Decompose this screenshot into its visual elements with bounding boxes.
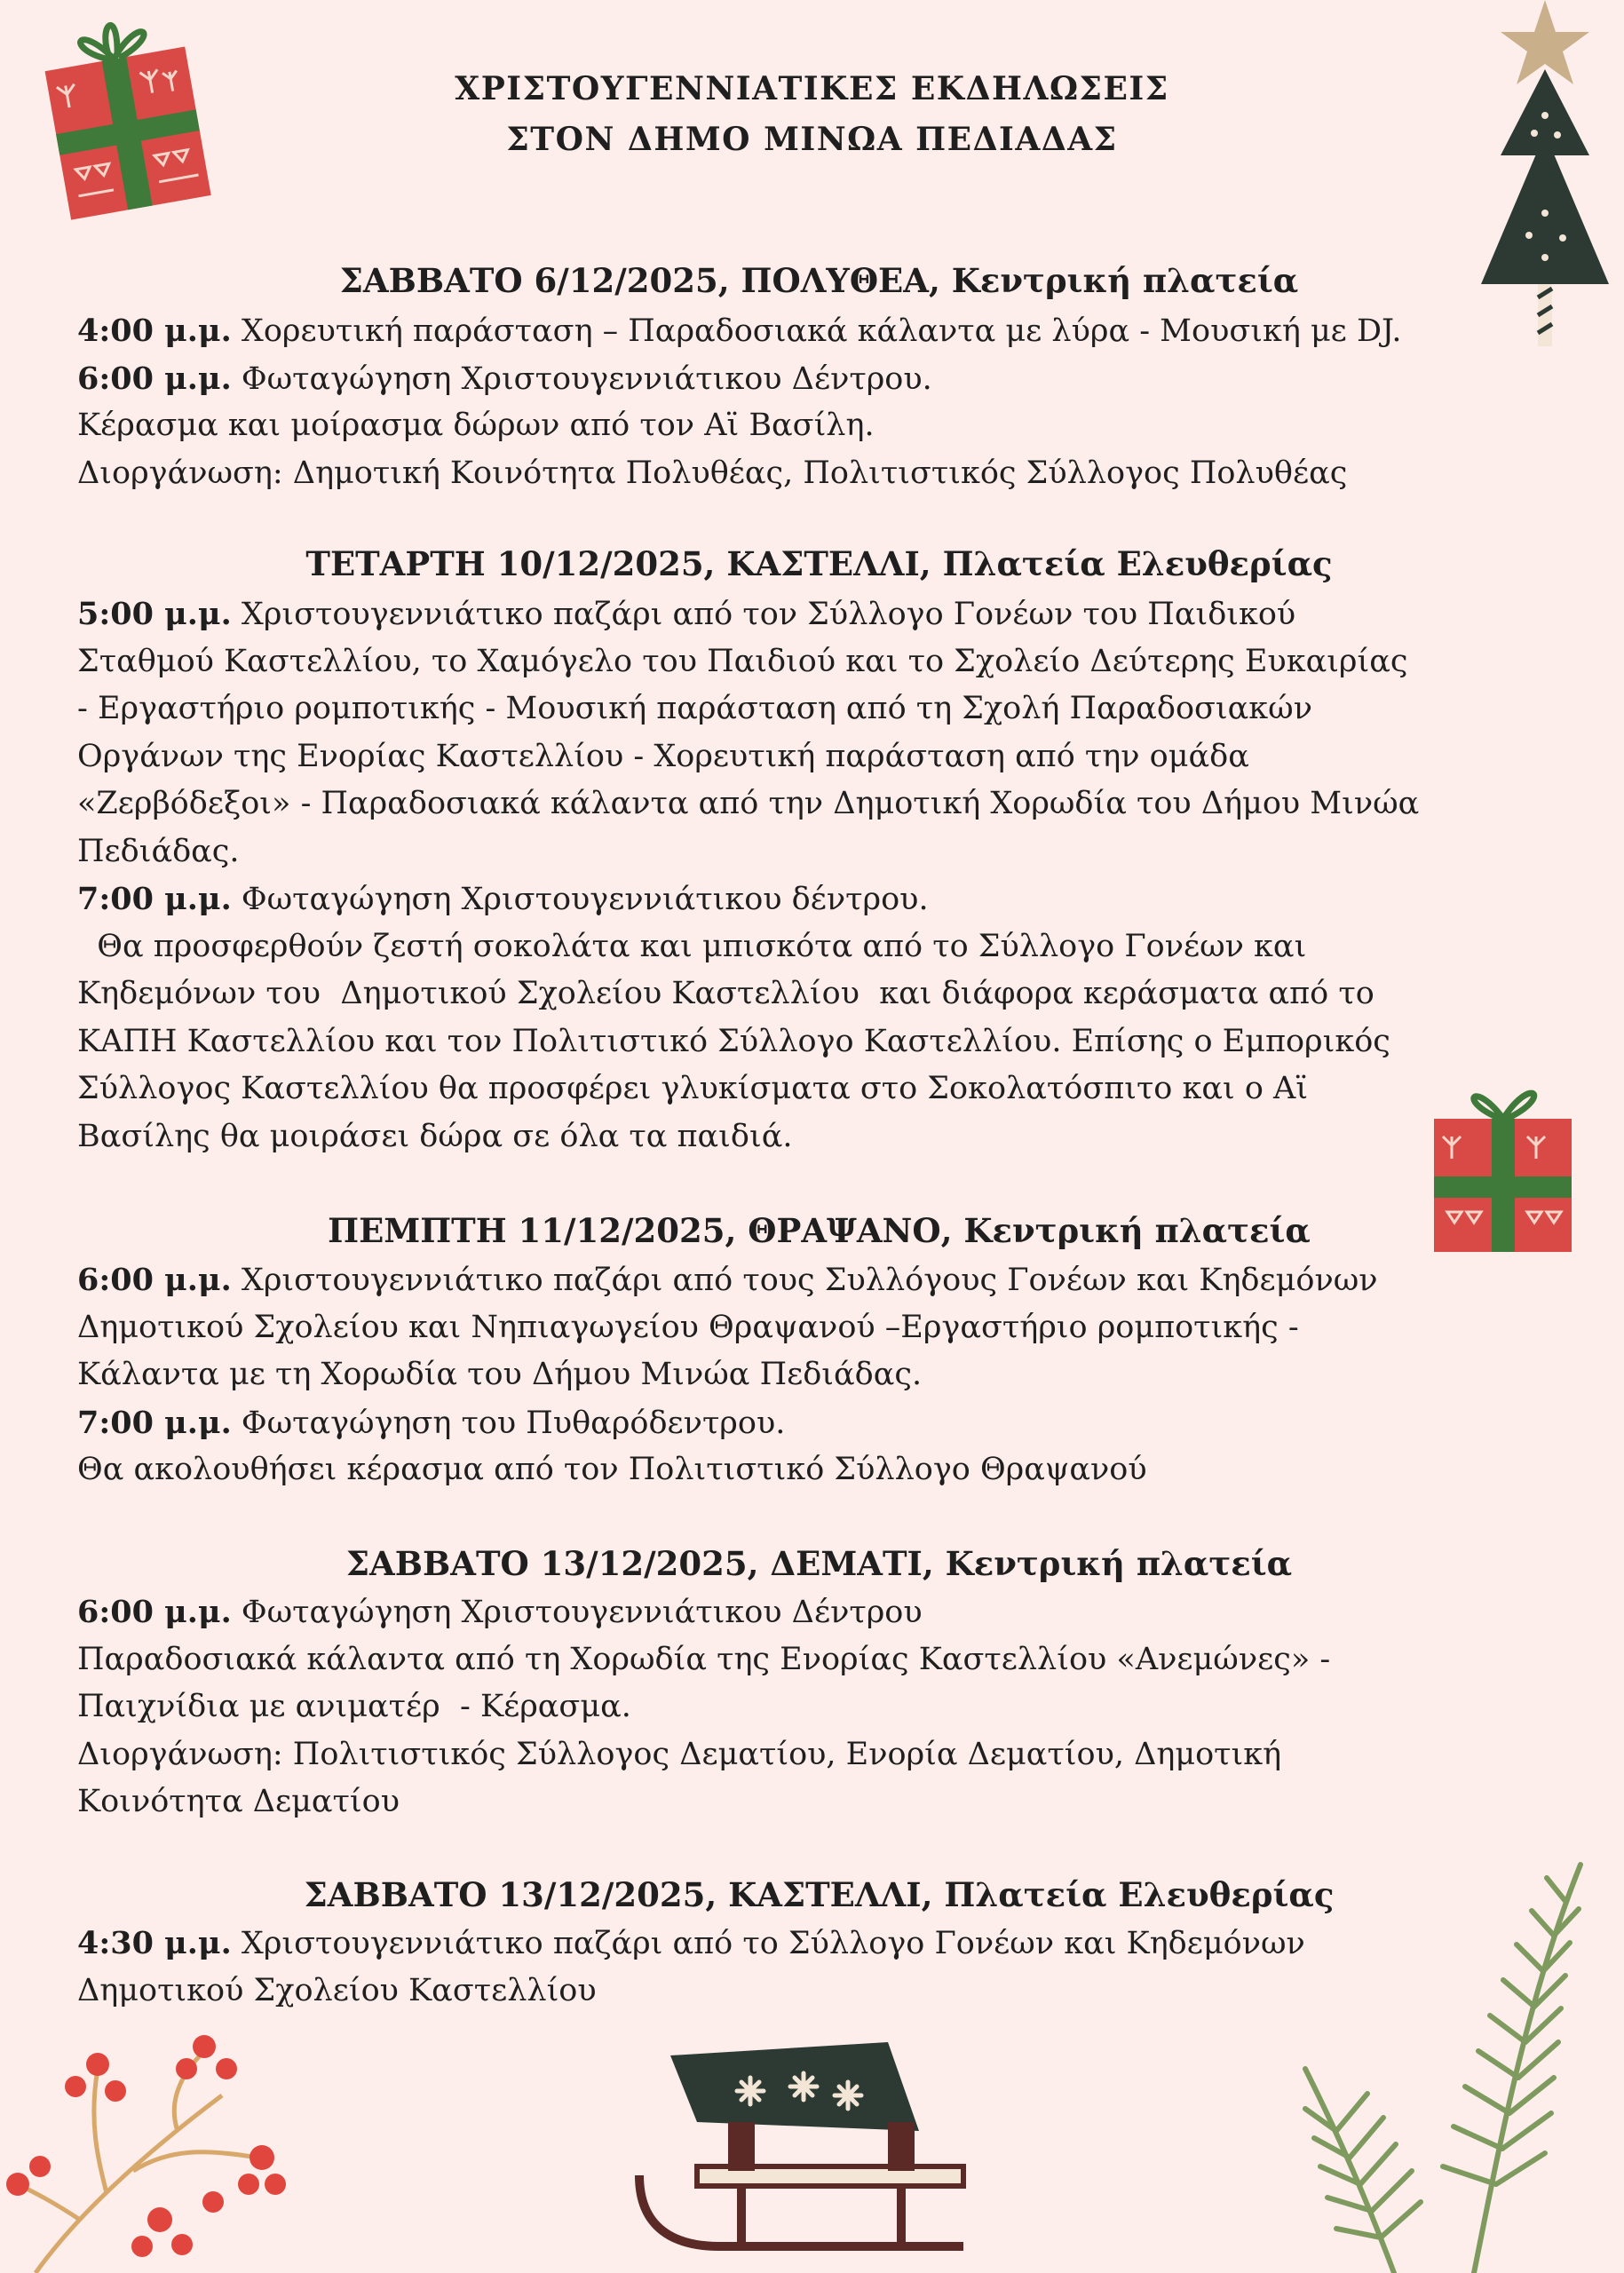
event-text: Δημοτικού Σχολείου και Νηπιαγωγείου Θραψανού –Εργαστήριο ρομποτικής - [77, 1309, 1299, 1345]
event-line [77, 402, 1587, 450]
event-line [77, 307, 1587, 355]
event-time: 6:00 μ.μ. [77, 360, 232, 397]
event-line [77, 1399, 1587, 1447]
event-text: Χριστουγεννιάτικο παζάρι από τους Συλλόγους Γονέων και Κηδεμόνων [231, 1263, 1378, 1298]
event-line [77, 923, 1587, 971]
event-body [77, 590, 1587, 1160]
event-text: Φωταγώγηση του Πυθαρόδεντρου. [231, 1405, 786, 1441]
event-line [77, 875, 1587, 923]
event-text: Χριστουγεννιάτικο παζάρι από το Σύλλογο Γονέων και Κηδεμόνων [231, 1926, 1305, 1961]
event-heading: ΠΕΜΠΤΗ 11/12/2025, ΘΡΑΨΑΝΟ, Κεντρική πλατεία [328, 1211, 1311, 1250]
event-line [77, 1731, 1587, 1779]
page-title-line-2: ΣΤΟΝ ΔΗΜΟ ΜΙΝΩΑ ΠΕΔΙΑΔΑΣ [506, 121, 1118, 158]
pine-branch-icon [1296, 1847, 1624, 2273]
event-time: 6:00 μ.μ. [77, 1262, 232, 1298]
berry-branch-icon [0, 2016, 320, 2273]
event-line [77, 1065, 1587, 1113]
event-text: Σταθμού Καστελλίου, το Χαμόγελο του Παιδιού και το Σχολείο Δεύτερης Ευκαιρίας [77, 643, 1408, 679]
event-text: Δημοτικού Σχολείου Καστελλίου [77, 1972, 597, 2008]
event-line [77, 1446, 1587, 1494]
event-body [77, 1256, 1587, 1494]
event-line [77, 733, 1587, 781]
event-text: Κάλαντα με τη Χορωδία του Δήμου Μινώα Πεδιάδας. [77, 1357, 923, 1392]
event-line [77, 1778, 1587, 1826]
event-text: Θα προσφερθούν ζεστή σοκολάτα και μπισκότα από το Σύλλογο Γονέων και [77, 928, 1307, 964]
event-time: 7:00 μ.μ. [77, 881, 232, 917]
event-line [77, 1256, 1587, 1304]
gift-icon [27, 4, 231, 226]
event-text: Διοργάνωση: Δημοτική Κοινότητα Πολυθέας, Πολιτιστικός Σύλλογος Πολυθέας [77, 455, 1348, 491]
event-text: Φωταγώγηση Χριστουγεννιάτικου Δέντρου [231, 1595, 923, 1630]
event-line [77, 590, 1587, 638]
event-line [77, 685, 1587, 733]
event-text: - Εργαστήριο ρομποτικής - Μουσική παράσταση από τη Σχολή Παραδοσιακών [77, 691, 1312, 726]
event-line [77, 450, 1587, 498]
event-line [77, 828, 1587, 876]
event-heading: ΣΑΒΒΑΤΟ 6/12/2025, ΠΟΛΥΘΕΑ, Κεντρική πλατεία [339, 261, 1299, 300]
event-text: Χορευτική παράσταση – Παραδοσιακά κάλαντα με λύρα - Μουσική με DJ. [231, 313, 1402, 349]
event-line [77, 355, 1587, 403]
event-text: Χριστουγεννιάτικο παζάρι από τον Σύλλογο Γονέων του Παιδικού [231, 597, 1296, 632]
event-text: ΚΑΠΗ Καστελλίου και τον Πολιτιστικό Σύλλογο Καστελλίου. Επίσης ο Εμπορικός [77, 1023, 1390, 1059]
event-heading: ΣΑΒΒΑΤΟ 13/12/2025, ΚΑΣΤΕΛΛΙ, Πλατεία Ελευθερίας [304, 1875, 1335, 1914]
event-line [77, 1588, 1587, 1636]
event-time: 4:00 μ.μ. [77, 313, 232, 349]
sled-with-tree-icon [622, 2024, 977, 2264]
event-line [77, 970, 1587, 1018]
event-line [77, 1304, 1587, 1352]
christmas-tree-icon [1474, 0, 1616, 355]
event-text: Πεδιάδας. [77, 833, 240, 869]
event-line [77, 1351, 1587, 1399]
event-text: Φωταγώγηση Χριστουγεννιάτικου Δέντρου. [231, 360, 932, 397]
event-text: Κηδεμόνων του Δημοτικού Σχολείου Καστελλίου και διάφορα κεράσματα από το [77, 976, 1374, 1011]
event-text: Φωταγώγηση Χριστουγεννιάτικου δέντρου. [231, 882, 929, 917]
event-time: 6:00 μ.μ. [77, 1594, 232, 1630]
event-line [77, 638, 1587, 686]
event-body [77, 307, 1587, 497]
event-line [77, 780, 1587, 828]
event-time: 4:30 μ.μ. [77, 1925, 232, 1961]
event-text: Θα ακολουθήσει κέρασμα από τον Πολιτιστικό Σύλλογο Θραψανού [77, 1452, 1147, 1487]
event-time: 7:00 μ.μ. [77, 1404, 232, 1441]
event-text: Βασίλης θα μοιράσει δώρα σε όλα τα παιδιά. [77, 1118, 793, 1154]
event-text: Κοινότητα Δεματίου [77, 1784, 400, 1819]
event-line [77, 1636, 1587, 1684]
event-text: Σύλλογος Καστελλίου θα προσφέρει γλυκίσματα στο Σοκολατόσπιτο και ο Αϊ [77, 1071, 1309, 1106]
event-text: Παιχνίδια με ανιματέρ - Κέρασμα. [77, 1689, 631, 1724]
event-body [77, 1588, 1587, 1826]
page-title-line-1: ΧΡΙΣΤΟΥΓΕΝΝΙΑΤΙΚΕΣ ΕΚΔΗΛΩΣΕΙΣ [455, 70, 1169, 107]
event-text: Διοργάνωση: Πολιτιστικός Σύλλογος Δεματίου, Ενορία Δεματίου, Δημοτική [77, 1736, 1282, 1772]
event-text: Κέρασμα και μοίρασμα δώρων από τον Αϊ Βασίλη. [77, 408, 875, 443]
event-line [77, 1018, 1587, 1066]
event-text: Παραδοσιακά κάλαντα από τη Χορωδία της Ενορίας Καστελλίου «Ανεμώνες» - [77, 1641, 1331, 1677]
event-line [77, 1683, 1587, 1731]
event-text: Οργάνων της Ενορίας Καστελλίου - Χορευτική παράσταση από την ομάδα [77, 738, 1249, 774]
event-heading: ΣΑΒΒΑΤΟ 13/12/2025, ΔΕΜΑΤΙ, Κεντρική πλατεία [345, 1544, 1293, 1583]
event-time: 5:00 μ.μ. [77, 596, 232, 632]
event-heading: ΤΕΤΑΡΤΗ 10/12/2025, ΚΑΣΤΕΛΛΙ, Πλατεία Ελευθερίας [305, 544, 1333, 583]
event-text: «Ζερβόδεξοι» - Παραδοσιακά κάλαντα από την Δημοτική Χορωδία του Δήμου Μινώα [77, 786, 1420, 821]
gift-icon [1421, 1065, 1589, 1256]
event-line [77, 1113, 1587, 1161]
